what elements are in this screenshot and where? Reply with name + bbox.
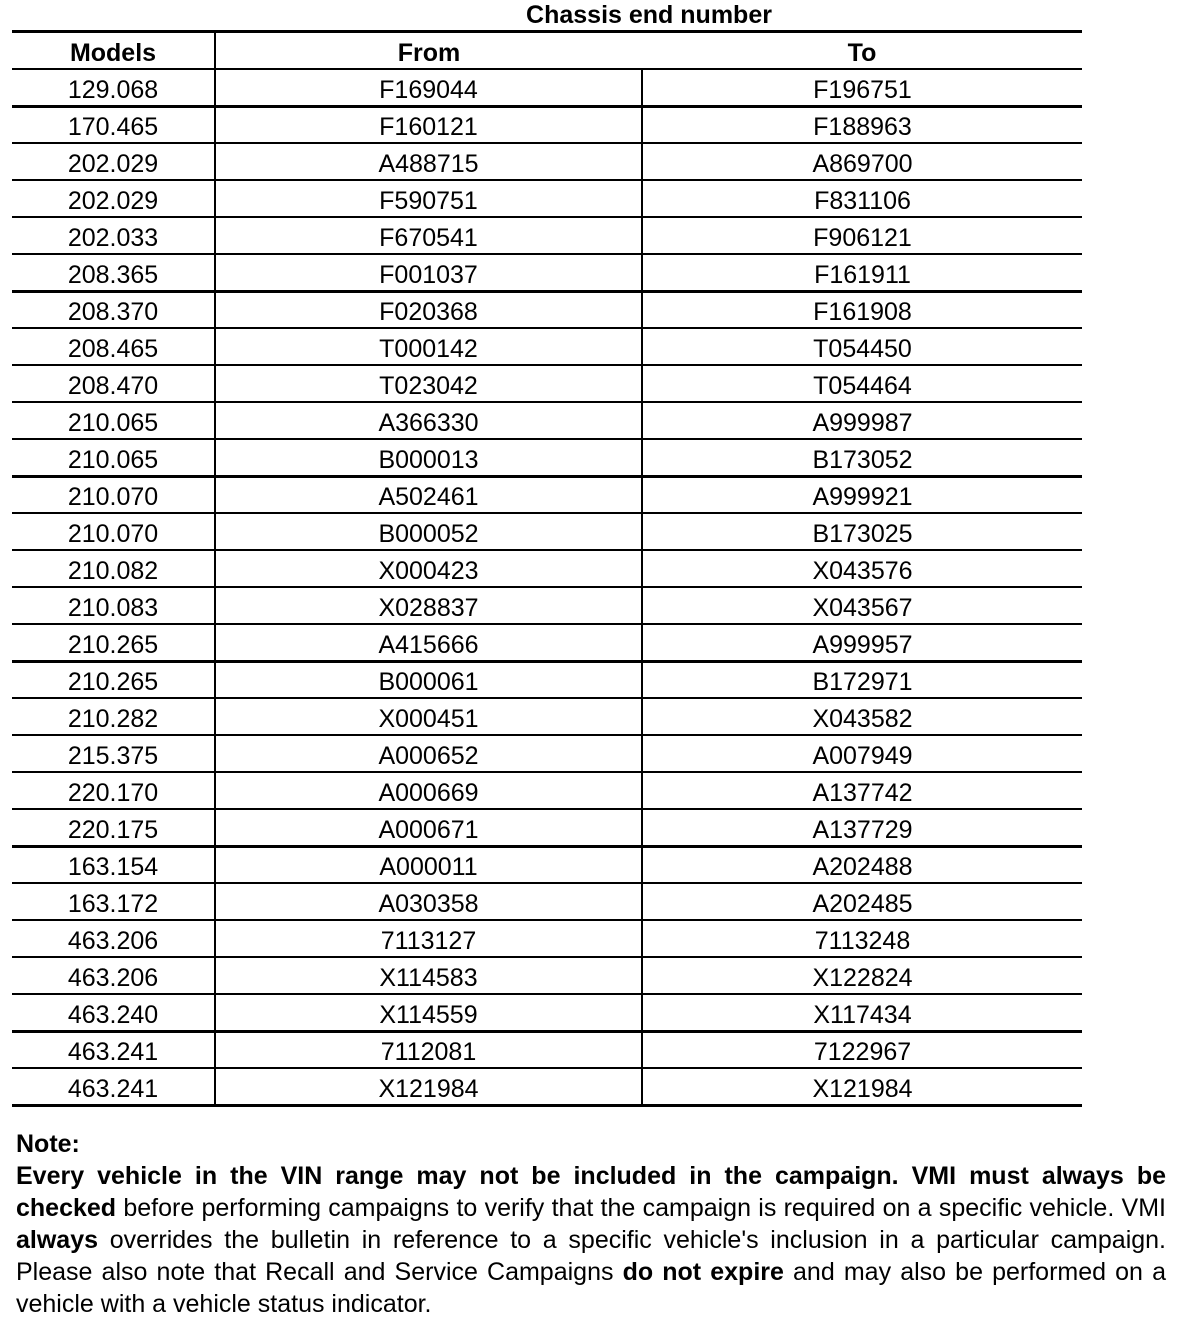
table-row [12, 698, 1082, 735]
to-cell: X043582 [642, 698, 1082, 735]
table-row [12, 254, 1082, 291]
to-cell: X043576 [642, 550, 1082, 587]
table-row [12, 809, 1082, 846]
table-row [12, 1068, 1082, 1105]
from-cell: X121984 [215, 1068, 642, 1105]
to-cell: X043567 [642, 587, 1082, 624]
model-cell: 210.265 [12, 661, 215, 698]
to-cell: B173025 [642, 513, 1082, 550]
from-cell: B000013 [215, 439, 642, 476]
note-emphasis: Every vehicle in the VIN range may not be included in the campaign. VMI must always be checked [16, 1162, 1166, 1222]
model-cell: 463.240 [12, 994, 215, 1031]
from-cell: 7112081 [215, 1031, 642, 1068]
table-row [12, 587, 1082, 624]
from-cell: A000011 [215, 846, 642, 883]
to-cell: X117434 [642, 994, 1082, 1031]
from-cell: F169044 [215, 69, 642, 106]
table-row [12, 476, 1082, 513]
table-row [12, 550, 1082, 587]
table-row [12, 365, 1082, 402]
table-row [12, 883, 1082, 920]
table-row [12, 735, 1082, 772]
from-cell: A030358 [215, 883, 642, 920]
to-cell: A999921 [642, 476, 1082, 513]
from-cell: A415666 [215, 624, 642, 661]
chassis-end-number-header: Chassis end number [526, 1, 772, 29]
table-row [12, 106, 1082, 143]
chassis-range-table [12, 30, 1082, 1107]
note-text: overrides the bulletin in reference to a specific vehicle's inclusion in a particular campaign. Please also note that Recall and Service Campaigns [16, 1226, 1166, 1286]
from-cell: A000671 [215, 809, 642, 846]
model-cell: 210.083 [12, 587, 215, 624]
table-row [12, 624, 1082, 661]
to-cell: X121984 [642, 1068, 1082, 1105]
from-cell: B000052 [215, 513, 642, 550]
column-header-from: From [215, 32, 642, 69]
model-cell: 208.370 [12, 291, 215, 328]
model-cell: 463.241 [12, 1068, 215, 1105]
model-cell: 215.375 [12, 735, 215, 772]
table-row [12, 143, 1082, 180]
model-cell: 129.068 [12, 69, 215, 106]
from-cell: T000142 [215, 328, 642, 365]
model-cell: 210.070 [12, 476, 215, 513]
to-cell: 7122967 [642, 1031, 1082, 1068]
table-row [12, 513, 1082, 550]
to-cell: F188963 [642, 106, 1082, 143]
model-cell: 202.033 [12, 217, 215, 254]
table-row [12, 291, 1082, 328]
table-row [12, 217, 1082, 254]
from-cell: T023042 [215, 365, 642, 402]
to-cell: F831106 [642, 180, 1082, 217]
model-cell: 463.241 [12, 1031, 215, 1068]
to-cell: X122824 [642, 957, 1082, 994]
from-cell: X114559 [215, 994, 642, 1031]
table-row [12, 328, 1082, 365]
table-row [12, 920, 1082, 957]
model-cell: 463.206 [12, 957, 215, 994]
table-row [12, 772, 1082, 809]
from-cell: A488715 [215, 143, 642, 180]
from-cell: A502461 [215, 476, 642, 513]
note-body [16, 1160, 1166, 1320]
note-emphasis: always [16, 1226, 99, 1254]
from-cell: F590751 [215, 180, 642, 217]
to-cell: A137729 [642, 809, 1082, 846]
to-cell: A999987 [642, 402, 1082, 439]
to-cell: A007949 [642, 735, 1082, 772]
table-header [12, 32, 1082, 69]
to-cell: A202485 [642, 883, 1082, 920]
to-cell: F906121 [642, 217, 1082, 254]
note-emphasis: do not expire [622, 1258, 784, 1286]
table-row [12, 69, 1082, 106]
from-cell: 7113127 [215, 920, 642, 957]
from-cell: X028837 [215, 587, 642, 624]
table-row [12, 957, 1082, 994]
table-body [12, 69, 1082, 1106]
model-cell: 208.465 [12, 328, 215, 365]
model-cell: 210.282 [12, 698, 215, 735]
model-cell: 202.029 [12, 180, 215, 217]
from-cell: X000423 [215, 550, 642, 587]
to-cell: 7113248 [642, 920, 1082, 957]
to-cell: A137742 [642, 772, 1082, 809]
table-row [12, 439, 1082, 476]
from-cell: F160121 [215, 106, 642, 143]
model-cell: 208.365 [12, 254, 215, 291]
from-cell: A366330 [215, 402, 642, 439]
from-cell: X000451 [215, 698, 642, 735]
to-cell: B173052 [642, 439, 1082, 476]
model-cell: 208.470 [12, 365, 215, 402]
note-section [16, 1128, 1166, 1320]
table-row [12, 402, 1082, 439]
to-cell: A202488 [642, 846, 1082, 883]
table-row [12, 661, 1082, 698]
to-cell: F161911 [642, 254, 1082, 291]
model-cell: 170.465 [12, 106, 215, 143]
from-cell: X114583 [215, 957, 642, 994]
to-cell: F161908 [642, 291, 1082, 328]
model-cell: 210.065 [12, 439, 215, 476]
to-cell: A869700 [642, 143, 1082, 180]
note-text: before performing campaigns to verify that the campaign is required on a specific vehicle. VMI [116, 1194, 1166, 1222]
to-cell: F196751 [642, 69, 1082, 106]
table-row [12, 846, 1082, 883]
model-cell: 163.172 [12, 883, 215, 920]
to-cell: B172971 [642, 661, 1082, 698]
from-cell: F670541 [215, 217, 642, 254]
model-cell: 220.175 [12, 809, 215, 846]
model-cell: 210.065 [12, 402, 215, 439]
to-cell: T054450 [642, 328, 1082, 365]
from-cell: B000061 [215, 661, 642, 698]
table-header-row [12, 32, 1082, 69]
from-cell: F020368 [215, 291, 642, 328]
model-cell: 220.170 [12, 772, 215, 809]
column-header-to: To [642, 32, 1082, 69]
table-row [12, 1031, 1082, 1068]
model-cell: 163.154 [12, 846, 215, 883]
table-row [12, 994, 1082, 1031]
to-cell: T054464 [642, 365, 1082, 402]
from-cell: A000669 [215, 772, 642, 809]
table-row [12, 180, 1082, 217]
note-title: Note: [16, 1130, 80, 1158]
model-cell: 463.206 [12, 920, 215, 957]
model-cell: 202.029 [12, 143, 215, 180]
model-cell: 210.082 [12, 550, 215, 587]
from-cell: F001037 [215, 254, 642, 291]
to-cell: A999957 [642, 624, 1082, 661]
note-text: and may also be performed on a vehicle with a vehicle status indicator. [16, 1258, 1166, 1318]
model-cell: 210.265 [12, 624, 215, 661]
from-cell: A000652 [215, 735, 642, 772]
column-header-models: Models [12, 32, 215, 69]
model-cell: 210.070 [12, 513, 215, 550]
